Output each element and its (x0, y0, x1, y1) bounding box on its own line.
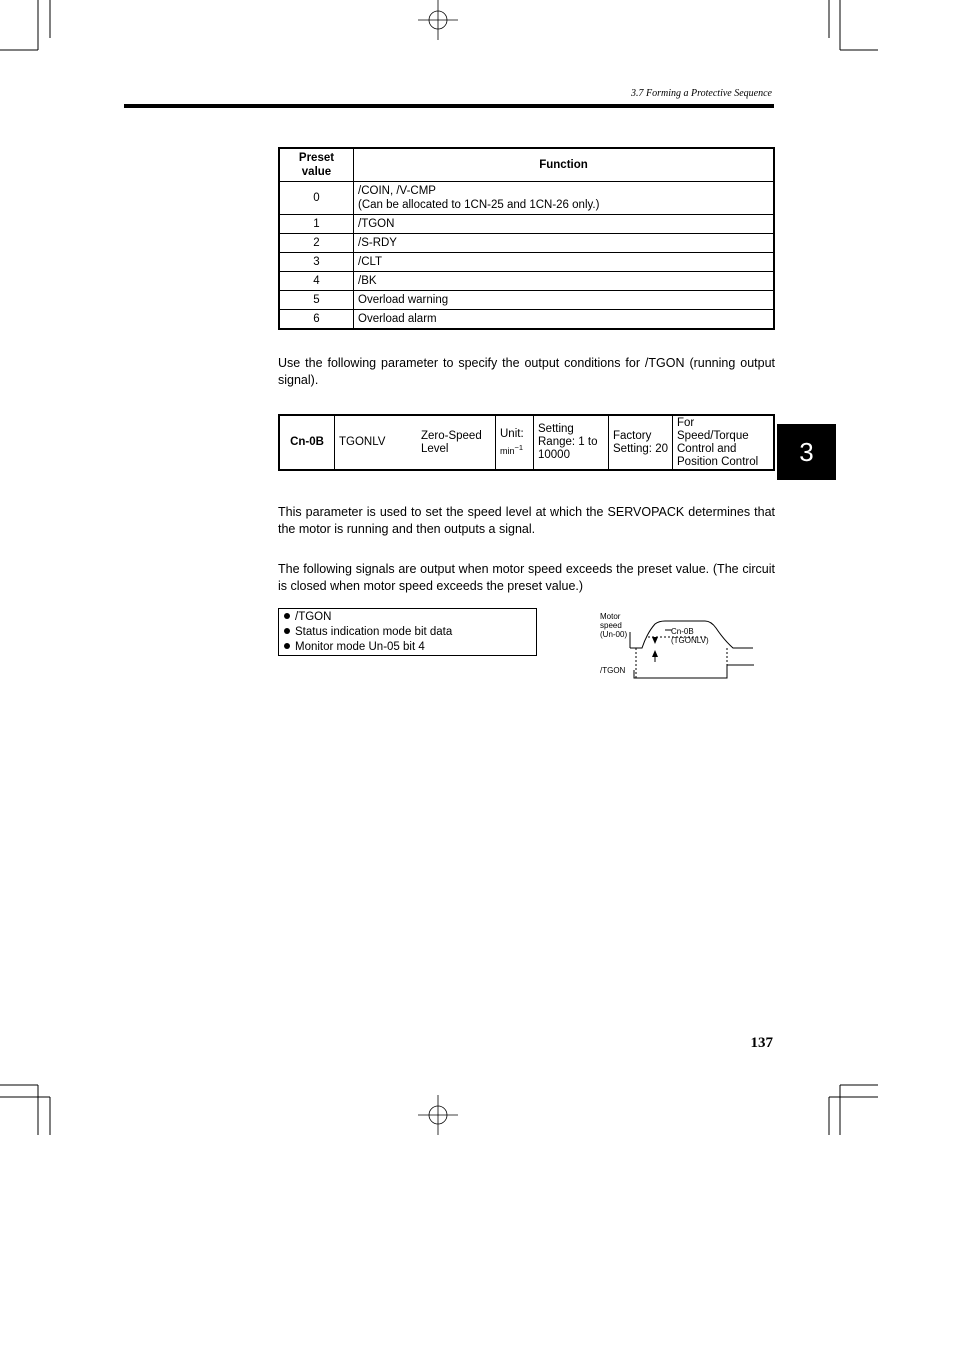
param-factory: Factory Setting: 20 (609, 415, 673, 470)
paragraph-description: This parameter is used to set the speed level at which the SERVOPACK determines that the motor is running and then outputs a signal. (278, 505, 775, 536)
table-row: 6 Overload alarm (279, 310, 774, 330)
list-item: /TGON (284, 610, 536, 625)
running-header: 3.7 Forming a Protective Sequence (631, 88, 772, 99)
col-header-preset: Preset value (279, 148, 354, 182)
table-row: 1 /TGON (279, 215, 774, 234)
registration-target-top (418, 0, 458, 40)
registration-target-bottom (418, 1095, 458, 1135)
param-name: Zero-Speed Level (417, 415, 496, 470)
bullet-icon (284, 628, 290, 634)
signal-list-box (278, 608, 537, 656)
preset-value-table (278, 147, 775, 330)
table-row: 2 /S-RDY (279, 234, 774, 253)
param-code: Cn-0B (279, 415, 335, 470)
col-header-function: Function (354, 148, 775, 182)
header-rule (124, 104, 774, 108)
param-applies: For Speed/Torque Control and Position Control (673, 415, 775, 470)
bullet-icon (284, 613, 290, 619)
parameter-table (278, 414, 775, 471)
paragraph-tgon-intro: Use the following parameter to specify the output conditions for /TGON (running output signal). (278, 356, 775, 387)
param-symbol: TGONLV (335, 415, 418, 470)
param-unit: Unit: $\min^{-1}$ (496, 415, 534, 470)
list-item: Monitor mode Un-05 bit 4 (284, 640, 536, 655)
bullet-icon (284, 643, 290, 649)
diagram-tgon-label: /TGON (600, 666, 626, 675)
diagram-motor-speed-label: Motor speed (Un-00) (600, 612, 628, 639)
param-range: Setting Range: 1 to 10000 (534, 415, 609, 470)
diagram-level-label: Cn-0B (TGONLV) (671, 627, 709, 645)
table-row: 3 /CLT (279, 253, 774, 272)
paragraph-output-conditions: The following signals are output when motor speed exceeds the preset value. (The circuit is closed when motor speed exceeds the preset value.) (278, 562, 775, 593)
page-number: 137 (750, 1035, 773, 1051)
table-row: 0 /COIN, /V-CMP (Can be allocated to 1CN-25 and 1CN-26 only.) (279, 182, 774, 215)
list-item: Status indication mode bit data (284, 625, 536, 640)
table-row: 5 Overload warning (279, 291, 774, 310)
table-row: 4 /BK (279, 272, 774, 291)
chapter-tab: 3 (777, 424, 836, 480)
